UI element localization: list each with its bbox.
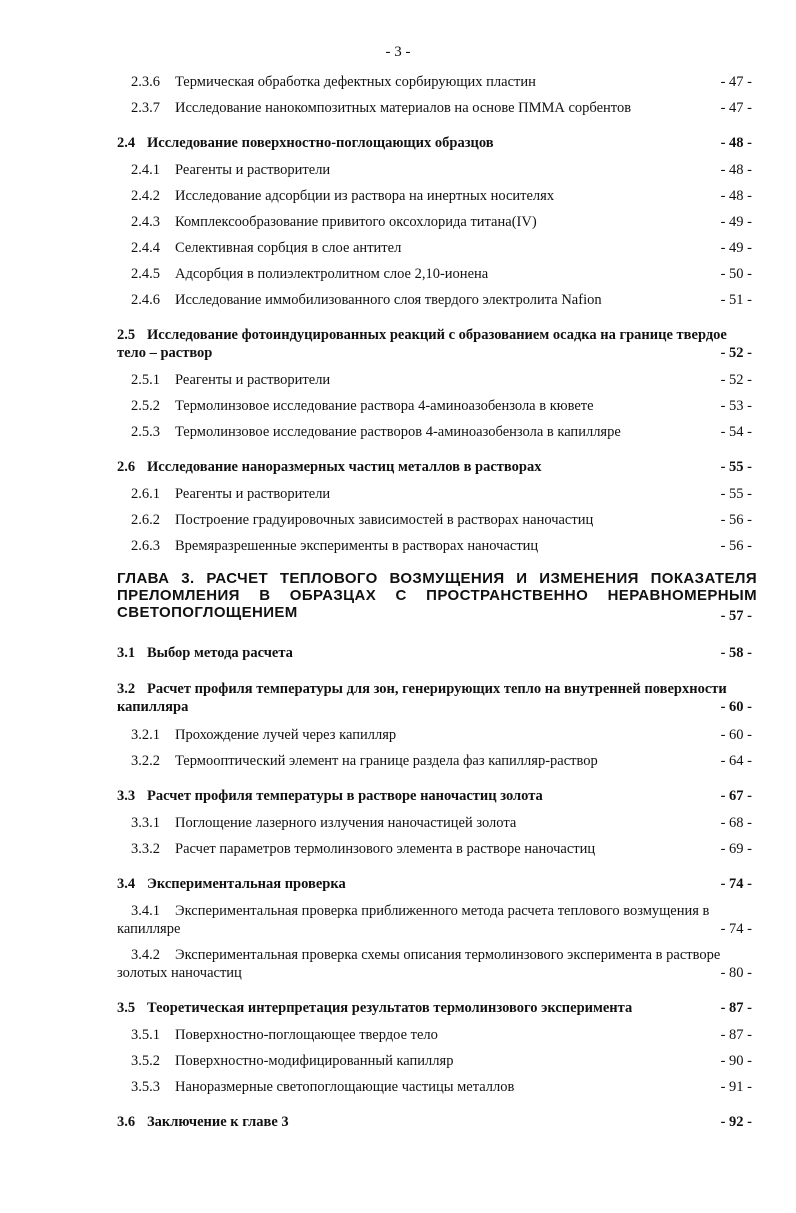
- toc-entry-page: - 56 -: [720, 512, 752, 528]
- toc-section-number: 3.4: [117, 876, 136, 892]
- toc-section-page: - 58 -: [720, 645, 752, 661]
- toc-entry[interactable]: [131, 1052, 453, 1070]
- toc-entry-page: - 52 -: [720, 372, 752, 388]
- toc-section-number: 3.6: [117, 1114, 136, 1130]
- toc-entry-page: - 87 -: [720, 1027, 752, 1043]
- toc-entry-number: 2.4.6: [131, 292, 160, 308]
- toc-entry-page: - 64 -: [720, 753, 752, 769]
- toc-entry-number: 2.4.4: [131, 240, 160, 256]
- toc-section-page: - 74 -: [720, 876, 752, 892]
- toc-entry-title: Экспериментальная проверка приближенного метода расчета теплового возмущения в: [175, 903, 710, 919]
- toc-entry-number: 2.5.2: [131, 398, 160, 414]
- toc-entry-page: - 74 -: [720, 921, 752, 937]
- toc-entry-number: 2.4.2: [131, 188, 160, 204]
- toc-section-page: - 87 -: [720, 1000, 752, 1016]
- toc-section-number: 2.4: [117, 135, 136, 151]
- toc-entry-title: Реагенты и растворители: [175, 486, 331, 502]
- toc-entry-page: - 47 -: [720, 100, 752, 116]
- toc-entry-title: Комплексообразование привитого оксохлорида титана(IV): [175, 214, 537, 230]
- toc-section-page: - 52 -: [720, 345, 752, 361]
- toc-entry-page: - 48 -: [720, 162, 752, 178]
- toc-entry-title: Термолинзовое исследование раствора 4-аминоазобензола в кювете: [175, 398, 594, 414]
- toc-section-title: Экспериментальная проверка: [147, 876, 346, 892]
- toc-entry-page: - 51 -: [720, 292, 752, 308]
- toc-section-title: Теоретическая интерпретация результатов термолинзового эксперимента: [147, 1000, 633, 1016]
- toc-entry-number: 2.6.2: [131, 512, 160, 528]
- chapter-3-heading-line2: ПРЕЛОМЛЕНИЯ В ОБРАЗЦАХ С ПРОСТРАНСТВЕННО НЕРАВНОМЕРНЫМ: [117, 587, 757, 604]
- chapter-3-heading[interactable]: [117, 570, 757, 621]
- toc-section-title: Исследование наноразмерных частиц металлов в растворах: [147, 459, 542, 475]
- toc-entry-page: - 54 -: [720, 424, 752, 440]
- toc-entry[interactable]: [131, 371, 330, 389]
- toc-section-title: Заключение к главе 3: [147, 1114, 289, 1130]
- toc-entry-number: 3.2.2: [131, 753, 160, 769]
- toc-entry-title: Исследование иммобилизованного слоя твердого электролита Nafion: [175, 292, 602, 308]
- toc-entry-title: Поверхностно-поглощающее твердое тело: [175, 1027, 438, 1043]
- toc-entry-page: - 55 -: [720, 486, 752, 502]
- toc-section-number: 3.2: [117, 681, 136, 697]
- toc-entry-number: 2.4.3: [131, 214, 160, 230]
- toc-entry-title: Реагенты и растворители: [175, 372, 331, 388]
- toc-entry[interactable]: [131, 1026, 438, 1044]
- toc-entry-title: Термооптический элемент на границе раздела фаз капилляр-раствор: [175, 753, 598, 769]
- toc-entry[interactable]: [117, 946, 757, 982]
- toc-entry-number: 3.5.2: [131, 1053, 160, 1069]
- toc-entry[interactable]: [131, 239, 401, 257]
- toc-entry[interactable]: [131, 1078, 514, 1096]
- toc-entry-title: Наноразмерные светопоглощающие частицы металлов: [175, 1079, 515, 1095]
- toc-entry[interactable]: [131, 511, 593, 529]
- toc-section-page: - 60 -: [720, 699, 752, 715]
- toc-section-number: 2.5: [117, 327, 136, 343]
- toc-section-page: - 92 -: [720, 1114, 752, 1130]
- toc-entry-title: Экспериментальная проверка схемы описания термолинзового эксперимента в растворе: [175, 947, 721, 963]
- toc-entry-number: 3.5.3: [131, 1079, 160, 1095]
- toc-entry-number: 2.6.3: [131, 538, 160, 554]
- chapter-3-page: - 57 -: [720, 608, 752, 624]
- toc-entry-number: 2.5.3: [131, 424, 160, 440]
- toc-entry-number: 3.3.2: [131, 841, 160, 857]
- toc-entry-title: Прохождение лучей через капилляр: [175, 727, 397, 743]
- toc-entry-title: Термическая обработка дефектных сорбирующих пластин: [175, 74, 536, 90]
- toc-entry-title: Реагенты и растворители: [175, 162, 331, 178]
- toc-entry-title: Поверхностно-модифицированный капилляр: [175, 1053, 454, 1069]
- toc-entry-title: Селективная сорбция в слое антител: [175, 240, 402, 256]
- toc-entry[interactable]: [117, 902, 757, 938]
- toc-entry-number: 2.3.6: [131, 74, 160, 90]
- toc-entry-number: 2.6.1: [131, 486, 160, 502]
- toc-section-number: 3.1: [117, 645, 136, 661]
- toc-entry[interactable]: [131, 752, 598, 770]
- toc-entry-page: - 80 -: [720, 965, 752, 981]
- toc-section-title-cont: капилляра: [117, 699, 189, 715]
- toc-entry[interactable]: [131, 397, 594, 415]
- toc-section[interactable]: [117, 999, 632, 1017]
- toc-entry[interactable]: [131, 99, 631, 117]
- toc-section[interactable]: [117, 680, 757, 716]
- toc-entry-number: 3.2.1: [131, 727, 160, 743]
- toc-section-number: 2.6: [117, 459, 136, 475]
- toc-entry-page: - 49 -: [720, 240, 752, 256]
- toc-entry[interactable]: [131, 265, 488, 283]
- toc-entry[interactable]: [131, 537, 538, 555]
- toc-section-title-cont: тело – раствор: [117, 345, 213, 361]
- toc-entry-number: 2.3.7: [131, 100, 160, 116]
- toc-section-title: Исследование фотоиндуцированных реакций с образованием осадка на границе твердое: [147, 327, 727, 343]
- toc-entry[interactable]: [131, 423, 621, 441]
- toc-entry[interactable]: [131, 291, 602, 309]
- toc-entry-page: - 69 -: [720, 841, 752, 857]
- toc-entry-title: Поглощение лазерного излучения наночастицей золота: [175, 815, 517, 831]
- toc-entry-number: 3.4.1: [131, 903, 160, 919]
- toc-section[interactable]: [117, 1113, 289, 1131]
- toc-section-number: 3.5: [117, 1000, 136, 1016]
- toc-section[interactable]: [117, 134, 494, 152]
- toc-entry[interactable]: [131, 726, 396, 744]
- toc-section-page: - 55 -: [720, 459, 752, 475]
- toc-entry[interactable]: [131, 187, 554, 205]
- toc-section[interactable]: [117, 326, 757, 362]
- toc-entry-page: - 50 -: [720, 266, 752, 282]
- toc-entry-number: 3.5.1: [131, 1027, 160, 1043]
- toc-entry-page: - 91 -: [720, 1079, 752, 1095]
- toc-section-title: Расчет профиля температуры в растворе наночастиц золота: [147, 788, 543, 804]
- toc-entry-number: 2.5.1: [131, 372, 160, 388]
- toc-entry-page: - 68 -: [720, 815, 752, 831]
- toc-entry-title: Исследование адсорбции из раствора на инертных носителях: [175, 188, 555, 204]
- toc-entry-number: 3.4.2: [131, 947, 160, 963]
- toc-entry[interactable]: [131, 840, 595, 858]
- toc-section[interactable]: [117, 875, 346, 893]
- toc-entry[interactable]: [131, 213, 537, 231]
- chapter-3-heading-line3: СВЕТОПОГЛОЩЕНИЕМ: [117, 604, 298, 621]
- toc-entry-page: - 47 -: [720, 74, 752, 90]
- toc-section-page: - 48 -: [720, 135, 752, 151]
- toc-entry-page: - 90 -: [720, 1053, 752, 1069]
- toc-entry-title: Построение градуировочных зависимостей в растворах наночастиц: [175, 512, 594, 528]
- toc-entry[interactable]: [131, 161, 330, 179]
- toc-entry-number: 3.3.1: [131, 815, 160, 831]
- toc-entry-page: - 60 -: [720, 727, 752, 743]
- toc-entry-title: Исследование нанокомпозитных материалов на основе ПММА сорбентов: [175, 100, 632, 116]
- toc-entry-title-cont: капилляре: [117, 921, 181, 937]
- toc-entry-title: Времяразрешенные эксперименты в растворах наночастиц: [175, 538, 539, 554]
- toc-section-title: Расчет профиля температуры для зон, генерирующих тепло на внутренней поверхности: [147, 681, 727, 697]
- toc-entry[interactable]: [131, 485, 330, 503]
- toc-entry-page: - 49 -: [720, 214, 752, 230]
- toc-section-page: - 67 -: [720, 788, 752, 804]
- toc-section[interactable]: [117, 787, 543, 805]
- toc-section-title: Выбор метода расчета: [147, 645, 293, 661]
- toc-entry-number: 2.4.1: [131, 162, 160, 178]
- toc-section[interactable]: [117, 458, 541, 476]
- toc-section[interactable]: [117, 644, 293, 662]
- toc-section-number: 3.3: [117, 788, 136, 804]
- toc-entry-page: - 56 -: [720, 538, 752, 554]
- toc-entry[interactable]: [131, 814, 516, 832]
- toc-entry-title: Адсорбция в полиэлектролитном слое 2,10-ионена: [175, 266, 489, 282]
- toc-entry-title: Расчет параметров термолинзового элемента в растворе наночастиц: [175, 841, 596, 857]
- toc-entry-title: Термолинзовое исследование растворов 4-аминоазобензола в капилляре: [175, 424, 621, 440]
- toc-entry[interactable]: [131, 73, 536, 91]
- chapter-3-heading-line1: ГЛАВА 3. РАСЧЕТ ТЕПЛОВОГО ВОЗМУЩЕНИЯ И ИЗМЕНЕНИЯ ПОКАЗАТЕЛЯ: [117, 570, 757, 587]
- toc-entry-page: - 48 -: [720, 188, 752, 204]
- toc-entry-page: - 53 -: [720, 398, 752, 414]
- toc-entry-number: 2.4.5: [131, 266, 160, 282]
- toc-entry-title-cont: золотых наночастиц: [117, 965, 242, 981]
- toc-section-title: Исследование поверхностно-поглощающих образцов: [147, 135, 494, 151]
- page-number: - 3 -: [385, 44, 411, 60]
